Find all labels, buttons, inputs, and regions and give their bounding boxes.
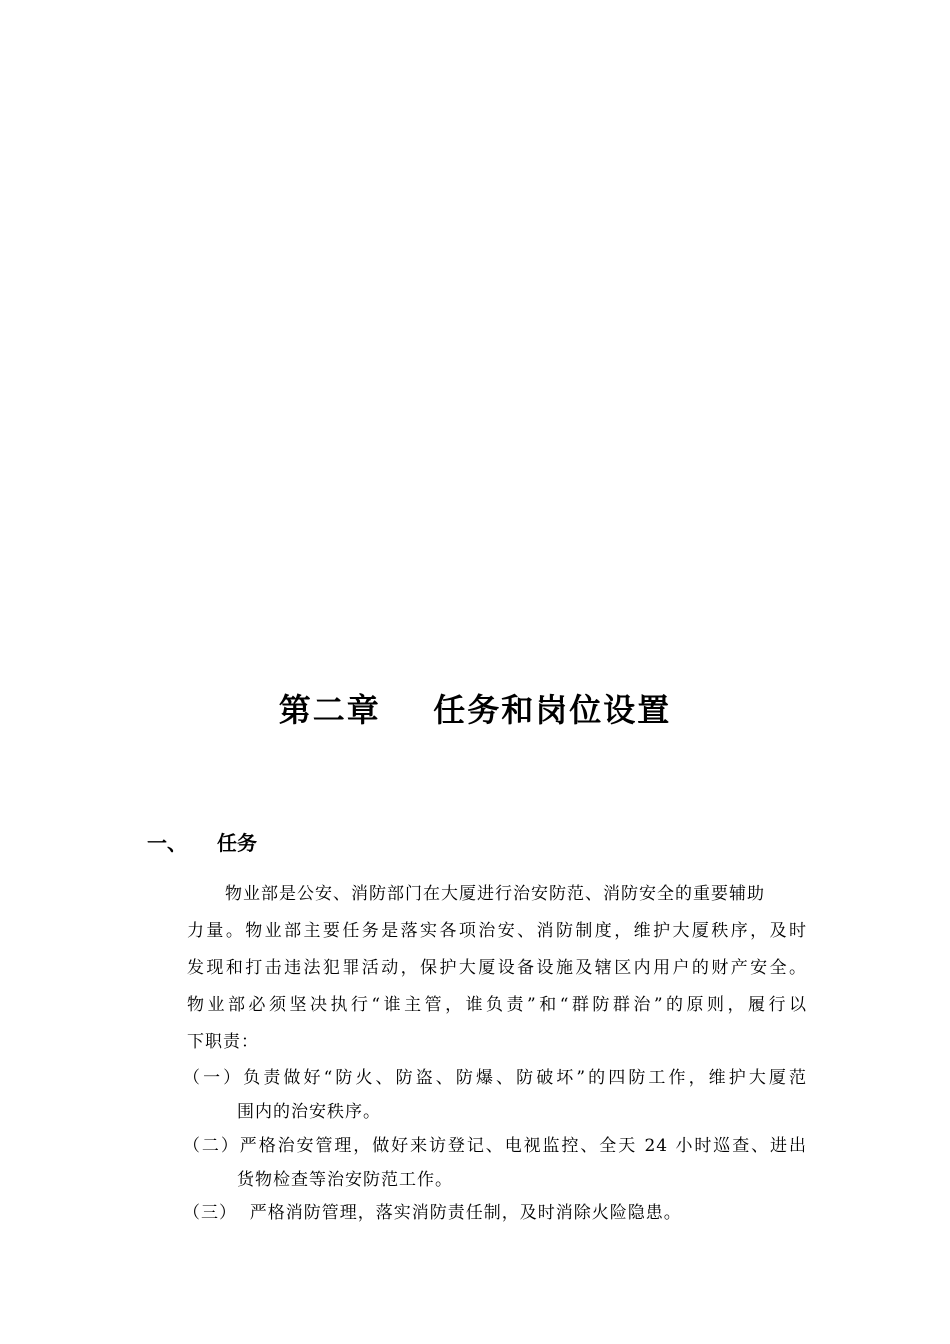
duty-item-2-line2: 货物检查等治安防范工作。 xyxy=(237,1170,453,1190)
section-title: 任务 xyxy=(217,831,257,855)
duty-item-3: （三） 严格消防管理，落实消防责任制，及时消除火险隐患。 xyxy=(183,1203,682,1223)
intro-line: 物业部是公安、消防部门在大厦进行治安防范、消防安全的重要辅助 xyxy=(225,884,765,904)
section-number: 一、 xyxy=(147,831,187,855)
intro-line: 物业部必须坚决执行“谁主管，谁负责”和“群防群治”的原则，履行以 xyxy=(187,995,807,1015)
duty-item-1-line2: 围内的治安秩序。 xyxy=(237,1102,381,1122)
intro-line: 力量。物业部主要任务是落实各项治安、消防制度，维护大厦秩序，及时 xyxy=(187,921,807,941)
intro-line: 下职责： xyxy=(187,1032,259,1052)
intro-line: 发现和打击违法犯罪活动，保护大厦设备设施及辖区内用户的财产安全。 xyxy=(187,958,807,978)
duty-item-2-line1: （二）严格治安管理，做好来访登记、电视监控、全天 24 小时巡查、进出 xyxy=(183,1136,807,1156)
duty-item-1-line1: （一）负责做好“防火、防盗、防爆、防破坏”的四防工作，维护大厦范 xyxy=(183,1068,807,1088)
chapter-title: 第二章 任务和岗位设置 xyxy=(278,691,672,729)
section-heading xyxy=(147,828,257,858)
